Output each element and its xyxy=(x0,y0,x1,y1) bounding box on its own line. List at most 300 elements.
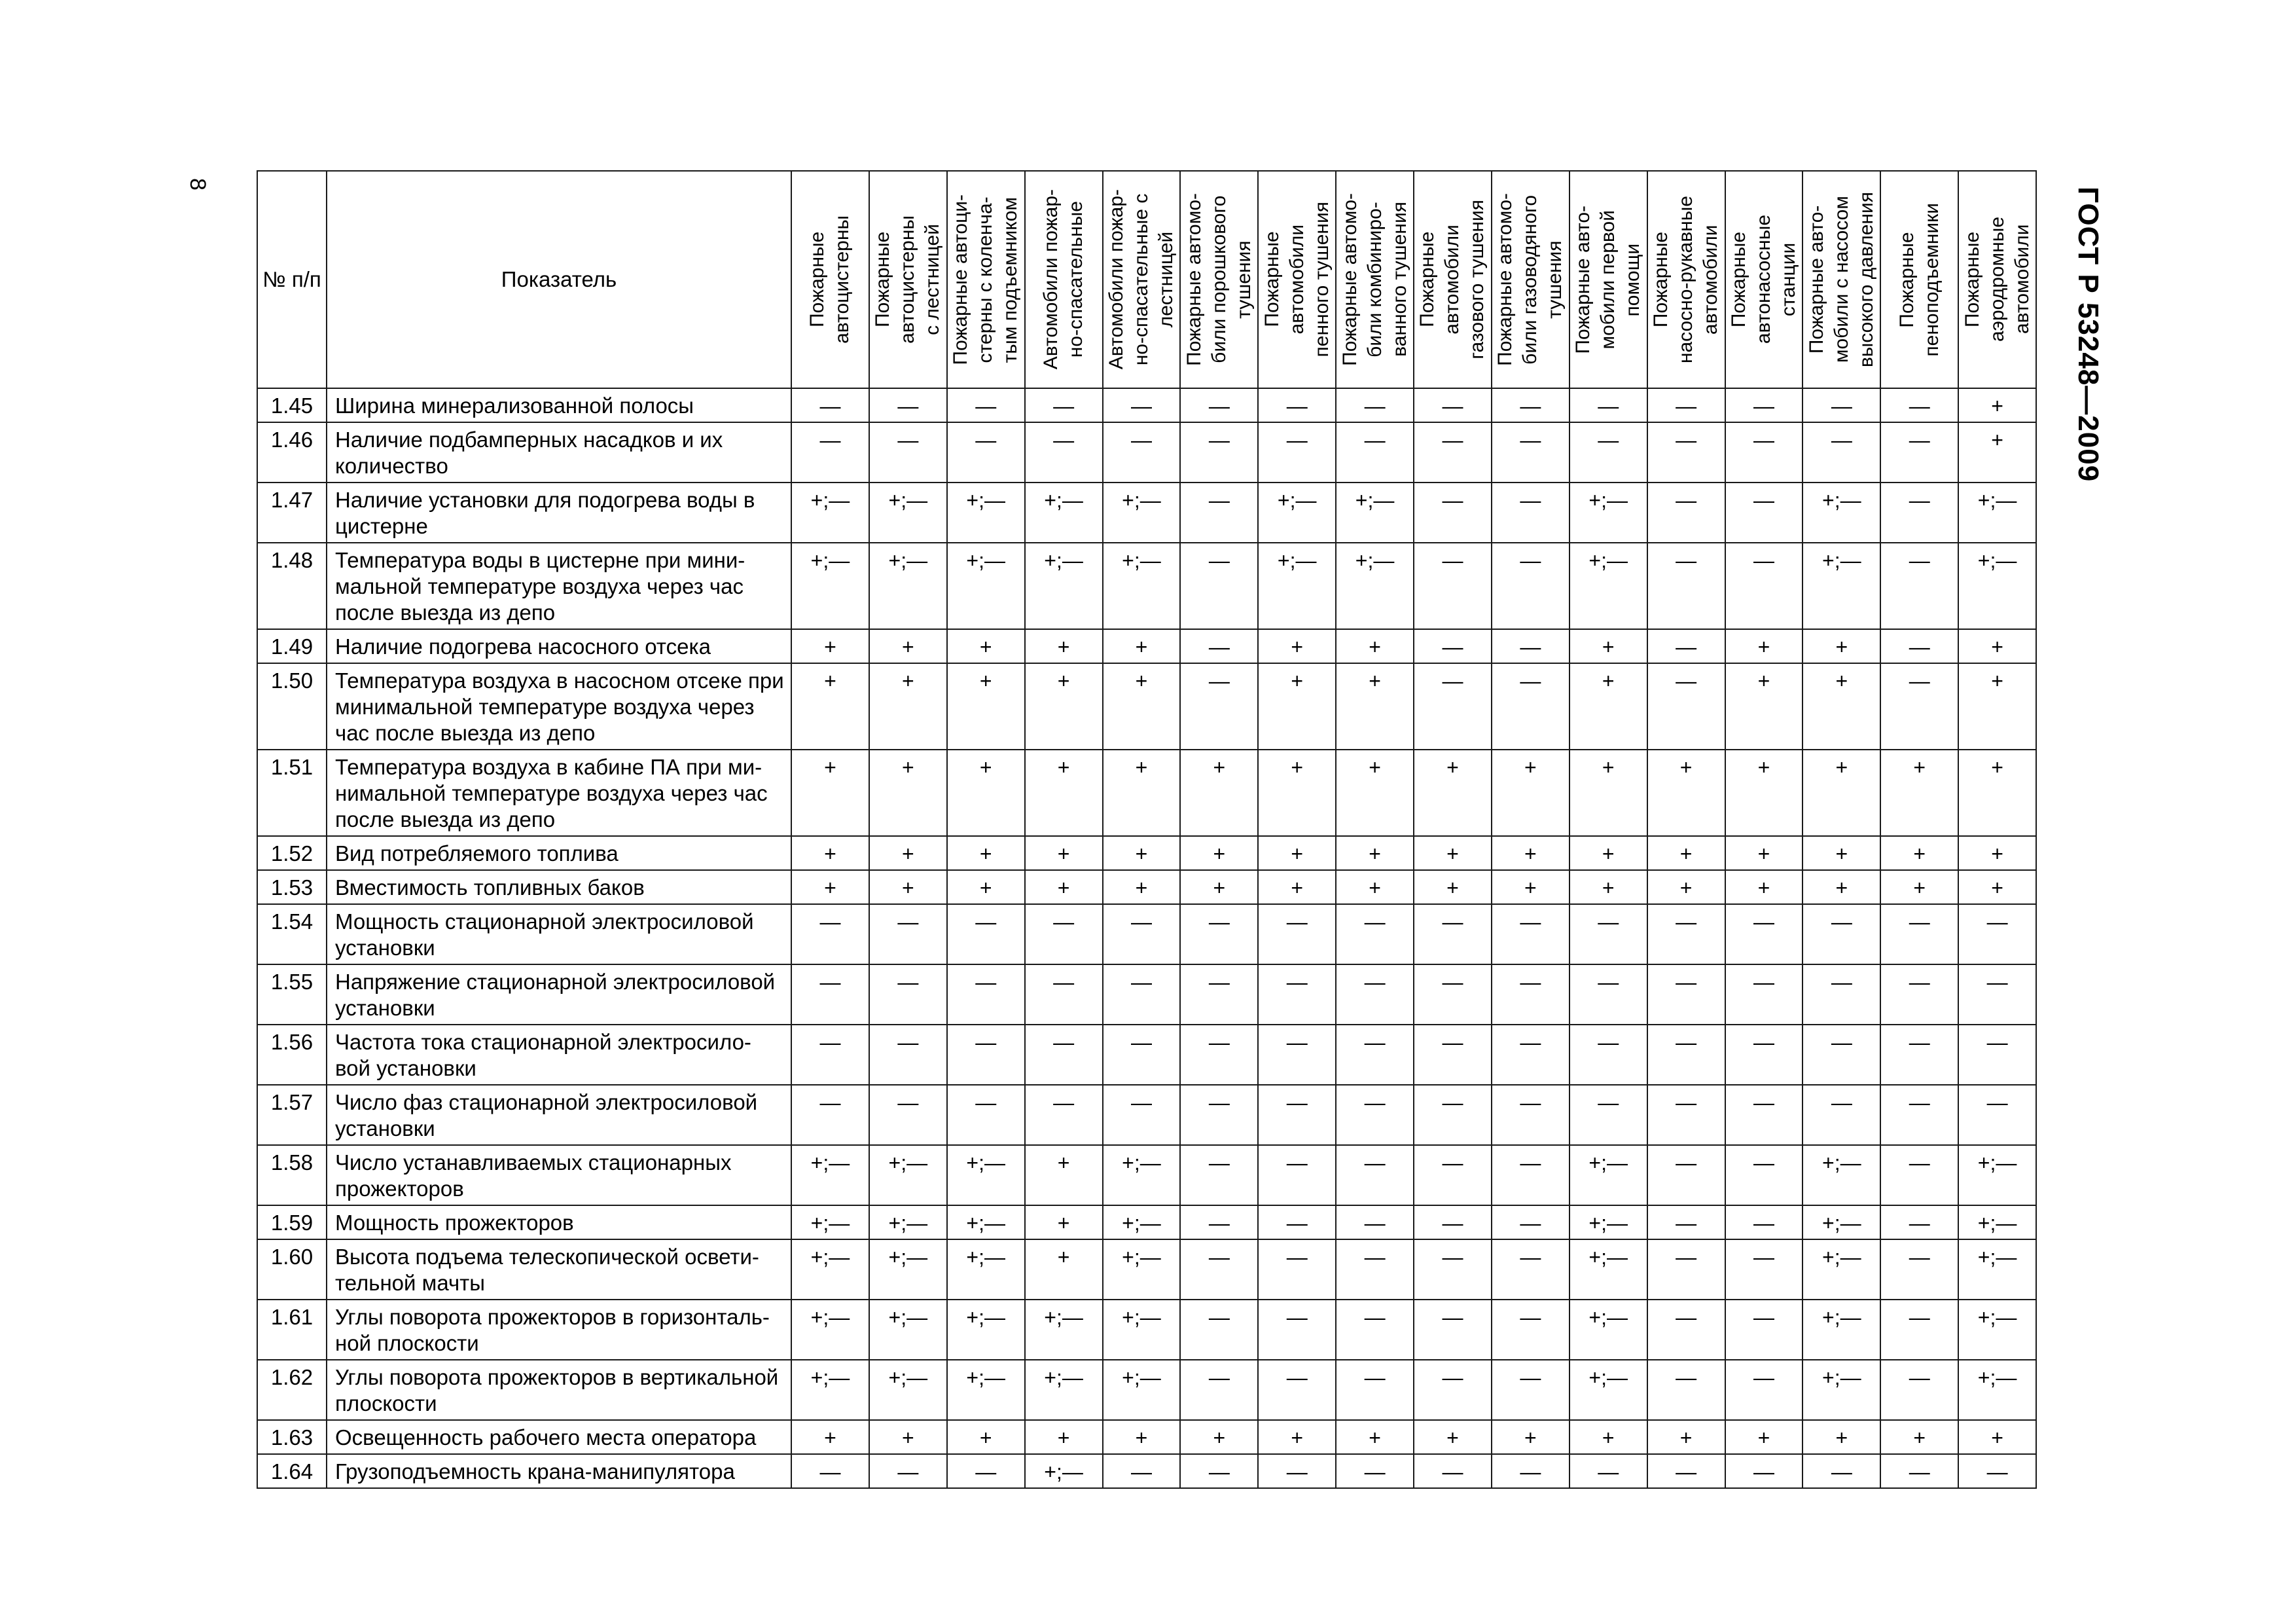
cell-value: +;— xyxy=(1103,1205,1181,1239)
table-row xyxy=(257,870,2036,904)
cell-value: + xyxy=(1414,1420,1492,1454)
cell-value: — xyxy=(1958,1025,2036,1085)
cell-value: — xyxy=(1180,964,1258,1025)
header-column-label: Пожарные автоцистерны с лестницей xyxy=(872,215,944,344)
cell-value: — xyxy=(1492,543,1570,629)
cell-value: — xyxy=(1647,388,1725,422)
row-indicator: Частота тока стационарной электросило-вой установки xyxy=(327,1025,791,1085)
cell-value: +;— xyxy=(947,483,1025,543)
cell-value: — xyxy=(1725,1239,1803,1300)
cell-value: — xyxy=(947,422,1025,483)
cell-value: + xyxy=(1570,870,1647,904)
cell-value: — xyxy=(1880,964,1958,1025)
cell-value: — xyxy=(1414,1205,1492,1239)
header-indicator: Показатель xyxy=(327,171,791,388)
table-row xyxy=(257,1239,2036,1300)
cell-value: +;— xyxy=(1958,1360,2036,1420)
cell-value: + xyxy=(1803,750,1880,836)
cell-value: + xyxy=(1725,870,1803,904)
cell-value: + xyxy=(1336,870,1414,904)
cell-value: + xyxy=(1103,629,1181,663)
cell-value: + xyxy=(1492,836,1570,870)
header-column-label: Пожарные авто- мобили первой помощи xyxy=(1572,205,1644,354)
cell-value: — xyxy=(1958,1454,2036,1488)
header-column-label: Пожарные автоцистерны xyxy=(806,215,853,344)
cell-value: +;— xyxy=(947,1300,1025,1360)
cell-value: — xyxy=(947,1454,1025,1488)
cell-value: +;— xyxy=(1570,1145,1647,1205)
row-indicator: Наличие подогрева насосного отсека xyxy=(327,629,791,663)
cell-value: — xyxy=(869,904,947,964)
row-indicator: Вместимость топливных баков xyxy=(327,870,791,904)
cell-value: — xyxy=(1725,1025,1803,1085)
cell-value: — xyxy=(1880,1300,1958,1360)
cell-value: +;— xyxy=(1803,1300,1880,1360)
cell-value: + xyxy=(1647,836,1725,870)
cell-value: +;— xyxy=(1570,1300,1647,1360)
cell-value: — xyxy=(1336,1300,1414,1360)
cell-value: — xyxy=(1258,1025,1336,1085)
row-number: 1.48 xyxy=(257,543,327,629)
cell-value: — xyxy=(1570,904,1647,964)
cell-value: — xyxy=(1570,388,1647,422)
row-number: 1.54 xyxy=(257,904,327,964)
cell-value: + xyxy=(1414,750,1492,836)
table-row xyxy=(257,836,2036,870)
cell-value: +;— xyxy=(1025,1454,1103,1488)
cell-value: — xyxy=(947,1025,1025,1085)
cell-value: +;— xyxy=(1103,1145,1181,1205)
cell-value: — xyxy=(1880,663,1958,750)
cell-value: + xyxy=(869,1420,947,1454)
header-column xyxy=(1258,171,1336,388)
row-indicator: Число устанавливаемых стационарных прожекторов xyxy=(327,1145,791,1205)
cell-value: +;— xyxy=(1570,1239,1647,1300)
cell-value: — xyxy=(1803,904,1880,964)
table-header xyxy=(257,171,2036,388)
cell-value: — xyxy=(1258,904,1336,964)
cell-value: — xyxy=(947,1085,1025,1145)
cell-value: +;— xyxy=(1570,1360,1647,1420)
header-column xyxy=(1180,171,1258,388)
row-indicator: Углы поворота прожекторов в вертикальной плоскости xyxy=(327,1360,791,1420)
cell-value: + xyxy=(1180,1420,1258,1454)
row-number: 1.53 xyxy=(257,870,327,904)
cell-value: + xyxy=(1647,1420,1725,1454)
cell-value: + xyxy=(1180,870,1258,904)
cell-value: + xyxy=(1570,663,1647,750)
cell-value: — xyxy=(1492,663,1570,750)
cell-value: — xyxy=(1880,1239,1958,1300)
cell-value: — xyxy=(1803,1025,1880,1085)
cell-value: — xyxy=(1025,422,1103,483)
cell-value: — xyxy=(1492,1360,1570,1420)
cell-value: — xyxy=(1570,964,1647,1025)
table-row xyxy=(257,1085,2036,1145)
cell-value: +;— xyxy=(1803,1205,1880,1239)
cell-value: — xyxy=(1414,1454,1492,1488)
header-column-label: Пожарные автоци- стерны с коленча- тым подъемником xyxy=(950,194,1022,365)
cell-value: + xyxy=(1570,629,1647,663)
cell-value: — xyxy=(1336,1454,1414,1488)
header-column xyxy=(1570,171,1647,388)
table-row xyxy=(257,1300,2036,1360)
cell-value: + xyxy=(1570,750,1647,836)
cell-value: + xyxy=(1647,750,1725,836)
cell-value: +;— xyxy=(869,543,947,629)
document-designation: ГОСТ Р 53248—2009 xyxy=(2072,187,2104,483)
table-row xyxy=(257,663,2036,750)
cell-value: + xyxy=(1025,1239,1103,1300)
cell-value: + xyxy=(869,870,947,904)
cell-value: — xyxy=(1414,1145,1492,1205)
header-column-label: Пожарные автомо- били комбиниро- ванного тушения xyxy=(1338,193,1410,366)
cell-value: + xyxy=(1336,663,1414,750)
cell-value: — xyxy=(1258,1205,1336,1239)
cell-value: — xyxy=(1025,1025,1103,1085)
header-column-label: Пожарные автомобили газового тушения xyxy=(1416,200,1488,359)
cell-value: + xyxy=(1880,836,1958,870)
cell-value: +;— xyxy=(947,543,1025,629)
cell-value: +;— xyxy=(869,1205,947,1239)
cell-value: — xyxy=(1647,964,1725,1025)
cell-value: — xyxy=(1414,904,1492,964)
table-row xyxy=(257,964,2036,1025)
cell-value: — xyxy=(1725,1360,1803,1420)
cell-value: + xyxy=(1803,663,1880,750)
cell-value: — xyxy=(1492,629,1570,663)
cell-value: + xyxy=(869,836,947,870)
row-number: 1.60 xyxy=(257,1239,327,1300)
cell-value: — xyxy=(1803,1454,1880,1488)
cell-value: — xyxy=(1492,1300,1570,1360)
cell-value: — xyxy=(1880,629,1958,663)
cell-value: — xyxy=(791,422,869,483)
cell-value: +;— xyxy=(1103,1300,1181,1360)
cell-value: — xyxy=(1880,904,1958,964)
cell-value: — xyxy=(1103,388,1181,422)
cell-value: +;— xyxy=(791,1239,869,1300)
cell-value: — xyxy=(1336,964,1414,1025)
cell-value: +;— xyxy=(1103,483,1181,543)
cell-value: — xyxy=(1180,904,1258,964)
cell-value: + xyxy=(1803,629,1880,663)
cell-value: + xyxy=(1258,629,1336,663)
cell-value: — xyxy=(1025,1085,1103,1145)
cell-value: + xyxy=(1103,1420,1181,1454)
cell-value: + xyxy=(1103,750,1181,836)
cell-value: — xyxy=(1725,1454,1803,1488)
cell-value: + xyxy=(869,663,947,750)
cell-value: — xyxy=(1414,1300,1492,1360)
cell-value: + xyxy=(1958,870,2036,904)
cell-value: + xyxy=(791,1420,869,1454)
cell-value: +;— xyxy=(947,1145,1025,1205)
header-column-label: Автомобили пожар- но-спасательные с лестницей xyxy=(1105,189,1177,370)
cell-value: + xyxy=(1880,870,1958,904)
cell-value: — xyxy=(1492,422,1570,483)
cell-value: — xyxy=(1880,388,1958,422)
cell-value: — xyxy=(1725,422,1803,483)
row-number: 1.56 xyxy=(257,1025,327,1085)
cell-value: — xyxy=(1647,1145,1725,1205)
cell-value: — xyxy=(1958,1085,2036,1145)
cell-value: +;— xyxy=(1025,543,1103,629)
cell-value: + xyxy=(1958,836,2036,870)
cell-value: +;— xyxy=(1803,543,1880,629)
table-row xyxy=(257,750,2036,836)
cell-value: + xyxy=(1336,750,1414,836)
row-number: 1.63 xyxy=(257,1420,327,1454)
cell-value: — xyxy=(1180,388,1258,422)
cell-value: +;— xyxy=(869,1300,947,1360)
cell-value: + xyxy=(1725,629,1803,663)
cell-value: + xyxy=(947,870,1025,904)
cell-value: — xyxy=(1647,1239,1725,1300)
cell-value: + xyxy=(869,750,947,836)
cell-value: — xyxy=(1180,1360,1258,1420)
cell-value: — xyxy=(1492,964,1570,1025)
cell-value: — xyxy=(1725,483,1803,543)
cell-value: — xyxy=(1647,1025,1725,1085)
header-column-label: Пожарные автомо- били порошкового тушения xyxy=(1183,193,1255,366)
cell-value: +;— xyxy=(1103,543,1181,629)
cell-value: + xyxy=(1025,870,1103,904)
cell-value: — xyxy=(1414,663,1492,750)
cell-value: +;— xyxy=(869,1239,947,1300)
cell-value: — xyxy=(1258,1085,1336,1145)
row-indicator: Вид потребляемого топлива xyxy=(327,836,791,870)
cell-value: + xyxy=(1025,1205,1103,1239)
row-indicator: Температура воздуха в кабине ПА при ми-нимальной температуре воздуха через час после выезда из депо xyxy=(327,750,791,836)
cell-value: +;— xyxy=(947,1239,1025,1300)
table-body xyxy=(257,388,2036,1488)
cell-value: — xyxy=(1492,1085,1570,1145)
cell-value: — xyxy=(869,422,947,483)
cell-value: — xyxy=(1492,483,1570,543)
row-indicator: Наличие установки для подогрева воды в цистерне xyxy=(327,483,791,543)
cell-value: — xyxy=(1336,1205,1414,1239)
cell-value: — xyxy=(1180,1205,1258,1239)
cell-value: — xyxy=(1336,1085,1414,1145)
cell-value: — xyxy=(1258,422,1336,483)
cell-value: — xyxy=(791,1025,869,1085)
cell-value: — xyxy=(1180,1454,1258,1488)
cell-value: +;— xyxy=(1570,483,1647,543)
cell-value: — xyxy=(1880,1025,1958,1085)
cell-value: — xyxy=(1025,904,1103,964)
table-row xyxy=(257,1420,2036,1454)
cell-value: — xyxy=(1180,422,1258,483)
cell-value: — xyxy=(1958,904,2036,964)
cell-value: + xyxy=(1958,663,2036,750)
cell-value: + xyxy=(1570,836,1647,870)
row-indicator: Мощность стационарной электросиловой установки xyxy=(327,904,791,964)
cell-value: + xyxy=(1025,663,1103,750)
header-column xyxy=(1025,171,1103,388)
cell-value: — xyxy=(1414,1085,1492,1145)
row-indicator: Мощность прожекторов xyxy=(327,1205,791,1239)
cell-value: + xyxy=(1492,870,1570,904)
header-column xyxy=(1803,171,1880,388)
row-number: 1.51 xyxy=(257,750,327,836)
row-indicator: Грузоподъемность крана-манипулятора xyxy=(327,1454,791,1488)
cell-value: — xyxy=(869,388,947,422)
cell-value: — xyxy=(1180,1239,1258,1300)
cell-value: +;— xyxy=(1025,1360,1103,1420)
cell-value: +;— xyxy=(1958,1239,2036,1300)
cell-value: — xyxy=(1803,422,1880,483)
cell-value: — xyxy=(1492,1145,1570,1205)
cell-value: — xyxy=(947,904,1025,964)
cell-value: — xyxy=(1647,1300,1725,1360)
cell-value: — xyxy=(1647,904,1725,964)
cell-value: + xyxy=(1258,1420,1336,1454)
cell-value: — xyxy=(1414,483,1492,543)
header-column-label: Пожарные аэродромные автомобили xyxy=(1961,217,2033,342)
row-number: 1.61 xyxy=(257,1300,327,1360)
header-column-label: Пожарные автомобили пенного тушения xyxy=(1261,202,1333,357)
cell-value: + xyxy=(947,629,1025,663)
cell-value: — xyxy=(1880,1454,1958,1488)
cell-value: +;— xyxy=(1570,543,1647,629)
cell-value: +;— xyxy=(947,1205,1025,1239)
cell-value: — xyxy=(1180,483,1258,543)
cell-value: + xyxy=(1258,836,1336,870)
cell-value: — xyxy=(1180,1145,1258,1205)
table-row xyxy=(257,1025,2036,1085)
cell-value: +;— xyxy=(1958,1145,2036,1205)
cell-value: + xyxy=(1103,663,1181,750)
cell-value: — xyxy=(1414,1360,1492,1420)
table-row xyxy=(257,629,2036,663)
cell-value: + xyxy=(1258,663,1336,750)
cell-value: — xyxy=(1725,964,1803,1025)
cell-value: — xyxy=(1647,1360,1725,1420)
cell-value: — xyxy=(947,388,1025,422)
row-indicator: Высота подъема телескопической освети-тельной мачты xyxy=(327,1239,791,1300)
cell-value: + xyxy=(1725,1420,1803,1454)
cell-value: + xyxy=(1336,836,1414,870)
cell-value: — xyxy=(1647,663,1725,750)
cell-value: — xyxy=(1725,1085,1803,1145)
header-column xyxy=(1492,171,1570,388)
cell-value: + xyxy=(1025,750,1103,836)
row-number: 1.55 xyxy=(257,964,327,1025)
cell-value: +;— xyxy=(1103,1239,1181,1300)
cell-value: — xyxy=(1336,388,1414,422)
cell-value: — xyxy=(1258,964,1336,1025)
cell-value: +;— xyxy=(1336,543,1414,629)
cell-value: — xyxy=(1414,422,1492,483)
cell-value: +;— xyxy=(1258,543,1336,629)
row-number: 1.52 xyxy=(257,836,327,870)
cell-value: — xyxy=(1492,1239,1570,1300)
header-column-label: Пожарные авто- мобили с насосом высокого давления xyxy=(1805,191,1877,368)
cell-value: +;— xyxy=(869,1145,947,1205)
header-column-label: Пожарные автомо- били газоводяного тушения xyxy=(1494,193,1566,366)
cell-value: + xyxy=(1958,750,2036,836)
row-indicator: Напряжение стационарной электросиловой установки xyxy=(327,964,791,1025)
table-row xyxy=(257,543,2036,629)
header-column-label: Пожарные насосно-рукавные автомобили xyxy=(1650,195,1722,364)
header-column xyxy=(1414,171,1492,388)
cell-value: +;— xyxy=(1958,1205,2036,1239)
cell-value: +;— xyxy=(947,1360,1025,1420)
cell-value: — xyxy=(1725,1145,1803,1205)
cell-value: — xyxy=(1336,1239,1414,1300)
header-column xyxy=(791,171,869,388)
cell-value: +;— xyxy=(1958,543,2036,629)
cell-value: — xyxy=(1725,1205,1803,1239)
row-number: 1.47 xyxy=(257,483,327,543)
row-indicator: Углы поворота прожекторов в горизонталь-ной плоскости xyxy=(327,1300,791,1360)
table-row xyxy=(257,904,2036,964)
cell-value: + xyxy=(1180,750,1258,836)
cell-value: +;— xyxy=(1258,483,1336,543)
cell-value: + xyxy=(1803,1420,1880,1454)
cell-value: — xyxy=(1880,483,1958,543)
cell-value: — xyxy=(1258,1454,1336,1488)
header-column xyxy=(1958,171,2036,388)
cell-value: + xyxy=(1025,1145,1103,1205)
cell-value: +;— xyxy=(1958,483,2036,543)
cell-value: + xyxy=(1103,870,1181,904)
header-row xyxy=(257,171,2036,388)
cell-value: — xyxy=(1492,1205,1570,1239)
cell-value: — xyxy=(1647,543,1725,629)
cell-value: + xyxy=(1880,750,1958,836)
cell-value: + xyxy=(947,1420,1025,1454)
cell-value: +;— xyxy=(791,483,869,543)
cell-value: + xyxy=(1103,836,1181,870)
cell-value: + xyxy=(1803,836,1880,870)
cell-value: + xyxy=(1958,1420,2036,1454)
header-column-label: Пожарные пеноподъемники xyxy=(1895,202,1943,357)
cell-value: — xyxy=(869,964,947,1025)
header-num: № п/п xyxy=(257,171,327,388)
cell-value: + xyxy=(1414,870,1492,904)
cell-value: +;— xyxy=(791,1205,869,1239)
cell-value: — xyxy=(1725,543,1803,629)
cell-value: — xyxy=(1103,964,1181,1025)
table-row xyxy=(257,422,2036,483)
cell-value: — xyxy=(791,1085,869,1145)
cell-value: — xyxy=(1880,1205,1958,1239)
cell-value: — xyxy=(1336,1145,1414,1205)
cell-value: — xyxy=(1647,483,1725,543)
header-column xyxy=(947,171,1025,388)
cell-value: + xyxy=(1336,1420,1414,1454)
header-column xyxy=(1725,171,1803,388)
cell-value: + xyxy=(1958,388,2036,422)
cell-value: — xyxy=(1180,663,1258,750)
cell-value: — xyxy=(1180,629,1258,663)
cell-value: — xyxy=(1103,1025,1181,1085)
cell-value: — xyxy=(1336,1360,1414,1420)
cell-value: + xyxy=(791,836,869,870)
row-number: 1.50 xyxy=(257,663,327,750)
cell-value: — xyxy=(1880,1085,1958,1145)
cell-value: + xyxy=(1803,870,1880,904)
cell-value: — xyxy=(1880,1145,1958,1205)
cell-value: — xyxy=(1570,1085,1647,1145)
cell-value: — xyxy=(1880,543,1958,629)
cell-value: — xyxy=(1103,1085,1181,1145)
cell-value: — xyxy=(1880,1360,1958,1420)
row-number: 1.62 xyxy=(257,1360,327,1420)
row-indicator: Ширина минерализованной полосы xyxy=(327,388,791,422)
